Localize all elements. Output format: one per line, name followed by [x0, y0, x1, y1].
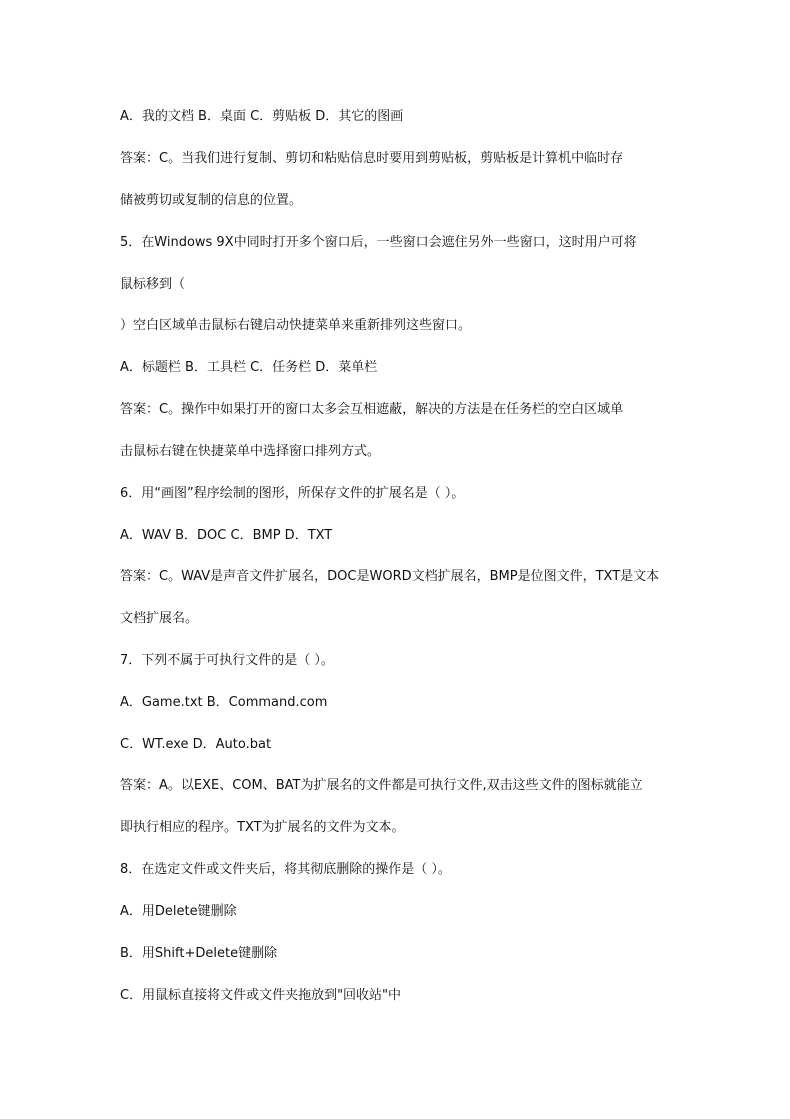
text-line: A．我的文档 B．桌面 C．剪贴板 D．其它的图画: [120, 109, 404, 124]
text-line: B．用Shift+Delete键删除: [120, 946, 278, 961]
text-line: 即执行相应的程序。TXT为扩展名的文件为文本。: [120, 820, 405, 835]
text-line: 答案：C。操作中如果打开的窗口太多会互相遮蔽，解决的方法是在任务栏的空白区域单: [120, 402, 624, 417]
text-line: C．WT.exe D．Auto.bat: [120, 737, 272, 752]
text-line: 储被剪切或复制的信息的位置。: [120, 193, 303, 208]
text-line: 答案：C。WAV是声音文件扩展名，DOC是WORD文档扩展名，BMP是位图文件，TXT是文本: [120, 569, 660, 584]
text-line: 答案：C。当我们进行复制、剪切和粘贴信息时要用到剪贴板，剪贴板是计算机中临时存: [120, 151, 624, 166]
text-line: A．WAV B．DOC C．BMP D．TXT: [120, 528, 333, 543]
text-line: A．Game.txt B．Command.com: [120, 695, 328, 710]
text-line: 答案：A。以EXE、COM、BAT为扩展名的文件都是可执行文件,双击这些文件的图标就能立: [120, 778, 643, 793]
text-line: 鼠标移到（: [120, 277, 186, 292]
text-line: 击鼠标右键在快捷菜单中选择窗口排列方式。: [120, 444, 381, 459]
text-line: 7．下列不属于可执行文件的是（ ）。: [120, 653, 334, 668]
text-line: 8．在选定文件或文件夹后，将其彻底删除的操作是（ ）。: [120, 862, 451, 877]
text-line: 5．在Windows 9X中同时打开多个窗口后，一些窗口会遮住另外一些窗口，这时用户可将: [120, 235, 637, 250]
text-line: 文档扩展名。: [120, 611, 199, 626]
text-line: A．标题栏 B．工具栏 C．任务栏 D．菜单栏: [120, 360, 378, 375]
text-line: 6．用“画图”程序绘制的图形，所保存文件的扩展名是（ ）。: [120, 486, 465, 501]
text-line: ）空白区域单击鼠标右键启动快捷菜单来重新排列这些窗口。: [120, 318, 472, 333]
text-line: C．用鼠标直接将文件或文件夹拖放到"回收站"中: [120, 988, 402, 1003]
text-line: A．用Delete键删除: [120, 904, 237, 919]
